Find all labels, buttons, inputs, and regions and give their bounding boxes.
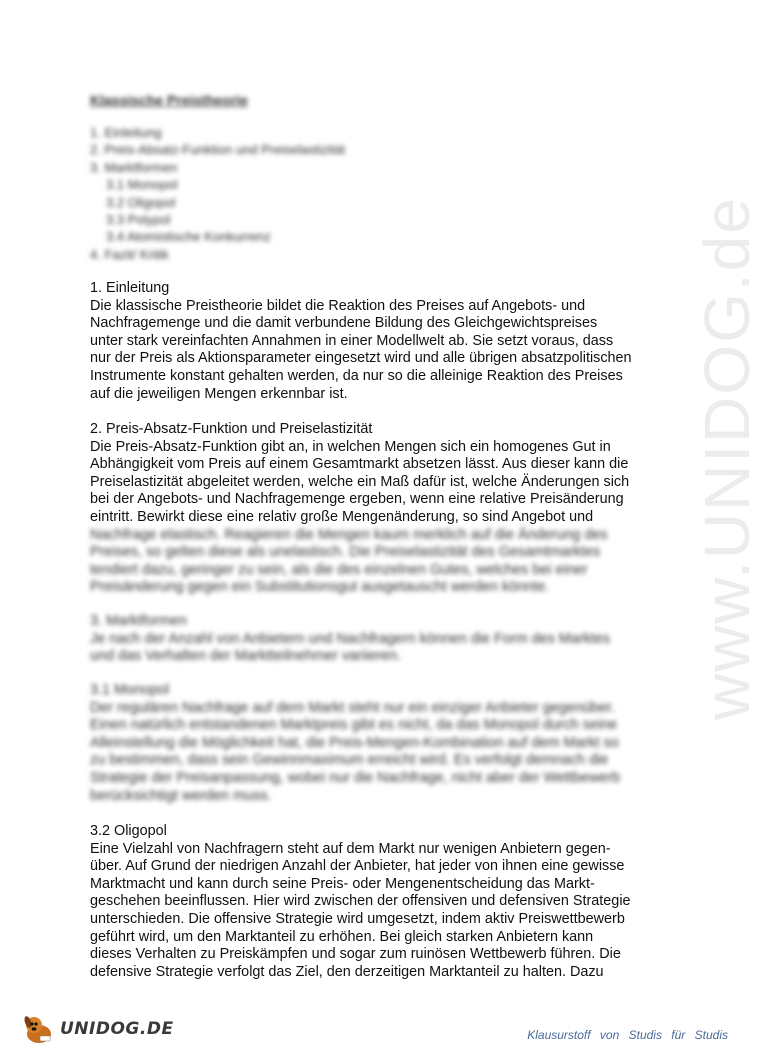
toc-item: 3.4 Atomistische Konkurrenz bbox=[106, 229, 271, 245]
section-heading: 3.1 Monopol bbox=[90, 682, 170, 698]
watermark-text: www.UNIDOG.de bbox=[691, 196, 763, 720]
toc-item: 3. Marktformen bbox=[90, 159, 178, 175]
text-line: zu bestimmen, dass sein Gewinnmaximum erreicht wird. Es verfolgt demnach die bbox=[90, 752, 609, 769]
document-title: Klassische Preistheorie bbox=[90, 92, 248, 108]
text-line: tendiert dazu, geringer zu sein, als die des einzelnen Gutes, welches bei einer bbox=[90, 561, 588, 578]
text-line: Alleinstellung die Möglichkeit hat, die Preis-Mengen-Kombination auf dem Markt so bbox=[90, 734, 619, 751]
text-line: eintritt. Bewirkt diese eine relativ große Mengenänderung, so sind Angebot und bbox=[90, 508, 594, 525]
section-monopol bbox=[90, 682, 670, 805]
section-marktformen bbox=[90, 613, 670, 666]
text-line: Abhängigkeit vom Preis auf einem Gesamtmarkt absetzen lässt. Aus dieser kann die bbox=[90, 456, 629, 473]
dog-mascot-icon bbox=[22, 1012, 56, 1046]
section-body bbox=[90, 298, 670, 404]
section-body bbox=[90, 841, 670, 982]
toc-item: 1. Einleitung bbox=[90, 125, 162, 140]
text-line: über. Auf Grund der niedrigen Anzahl der Anbieter, hat jeder von ihnen eine gewisse bbox=[90, 858, 625, 875]
text-line: Einen natürlich entstandenen Marktpreis gibt es nicht, da das Monopol durch seine bbox=[90, 717, 618, 734]
text-line: Eine Vielzahl von Nachfragern steht auf dem Markt nur wenigen Anbietern gegen- bbox=[90, 840, 611, 857]
text-line: und das Verhalten der Marktteilnehmer variieren. bbox=[90, 648, 402, 665]
text-line: Der regulären Nachfrage auf dem Markt steht nur ein einziger Anbieter gegenüber. bbox=[90, 699, 615, 716]
section-body bbox=[90, 439, 670, 527]
text-line: Nachfrage elastisch. Reagieren die Mengen kaum merklich auf die Änderung des bbox=[90, 526, 608, 543]
text-line: Je nach der Anzahl von Anbietern und Nachfragern können die Form des Marktes bbox=[90, 630, 610, 647]
section-body bbox=[90, 700, 670, 806]
unidog-logo[interactable] bbox=[22, 1012, 174, 1046]
section-heading: 3. Marktformen bbox=[90, 613, 187, 629]
text-line: Marktmacht und kann durch seine Preis- oder Mengenentscheidung das Markt- bbox=[90, 875, 595, 892]
text-line: geschehen beeinflussen. Hier wird zwischen der offensiven und defensiven Strategie bbox=[90, 893, 631, 910]
text-line: unter stark vereinfachten Annahmen in einer Modellwelt ab. Sie setzt voraus, dass bbox=[90, 332, 614, 349]
toc-item: 4. Fazit/ Kritik bbox=[90, 246, 169, 262]
toc-item: 3.1 Monopol bbox=[106, 177, 178, 193]
text-line: Preisänderung gegen ein Substitutionsgut ausgetauscht werden könnte. bbox=[90, 579, 550, 596]
text-line: dieses Verhalten zu Preiskämpfen und sogar zum ruinösen Wettbewerb führen. Die bbox=[90, 946, 621, 963]
section-einleitung bbox=[90, 280, 670, 403]
text-line: auf die jeweiligen Mengen erkennbar ist. bbox=[90, 385, 348, 402]
text-line: bei der Angebots- und Nachfragemenge ergeben, wenn eine relative Preisänderung bbox=[90, 491, 624, 508]
section-heading: 2. Preis-Absatz-Funktion und Preiselastizität bbox=[90, 421, 373, 437]
toc-item: 2. Preis-Absatz-Funktion und Preiselastizität bbox=[90, 142, 346, 158]
section-heading: 1. Einleitung bbox=[90, 280, 170, 296]
section-oligopol bbox=[90, 823, 670, 981]
text-line: Preises, so gelten diese als unelastisch. Die Preiselastizität des Gesamtmarktes bbox=[90, 544, 601, 561]
text-line: berücksichtigt werden muss. bbox=[90, 787, 272, 804]
text-line: Die klassische Preistheorie bildet die Reaktion des Preises auf Angebots- und bbox=[90, 297, 586, 314]
section-body bbox=[90, 631, 670, 666]
text-line: Instrumente konstant gehalten werden, da nur so die alleinige Reaktion des Preises bbox=[90, 367, 623, 384]
footer-slogan: Klausurstoff von Studis für Studis bbox=[527, 1028, 728, 1042]
logo-text: UNIDOG.DE bbox=[60, 1019, 174, 1039]
text-line: Preiselastizität abgeleitet werden, welche ein Maß dafür ist, welche Änderungen sich bbox=[90, 473, 630, 490]
text-line: Strategie der Preisanpassung, wobei nur die Nachfrage, nicht aber der Wettbewerb bbox=[90, 769, 621, 786]
section-heading: 3.2 Oligopol bbox=[90, 823, 167, 839]
text-line: Nachfragemenge und die damit verbundene Bildung des Gleichgewichtspreises bbox=[90, 315, 598, 332]
text-line: defensive Strategie verfolgt das Ziel, den derzeitigen Marktanteil zu halten. Dazu bbox=[90, 963, 604, 980]
text-line: unterschieden. Die offensive Strategie wird umgesetzt, indem aktiv Preiswettbewerb bbox=[90, 910, 625, 927]
section-body-blurred bbox=[90, 527, 670, 597]
section-preis-absatz bbox=[90, 421, 670, 597]
text-line: nur der Preis als Aktionsparameter eingesetzt wird und alle übrigen absatzpolitischen bbox=[90, 350, 632, 367]
toc-item: 3.2 Oligopol bbox=[106, 194, 176, 210]
text-line: Die Preis-Absatz-Funktion gibt an, in welchen Mengen sich ein homogenes Gut in bbox=[90, 438, 611, 455]
table-of-contents bbox=[90, 124, 345, 263]
toc-item: 3.3 Polypol bbox=[106, 212, 171, 228]
text-line: geführt wird, um den Marktanteil zu erhöhen. Bei gleich starken Anbietern kann bbox=[90, 928, 594, 945]
